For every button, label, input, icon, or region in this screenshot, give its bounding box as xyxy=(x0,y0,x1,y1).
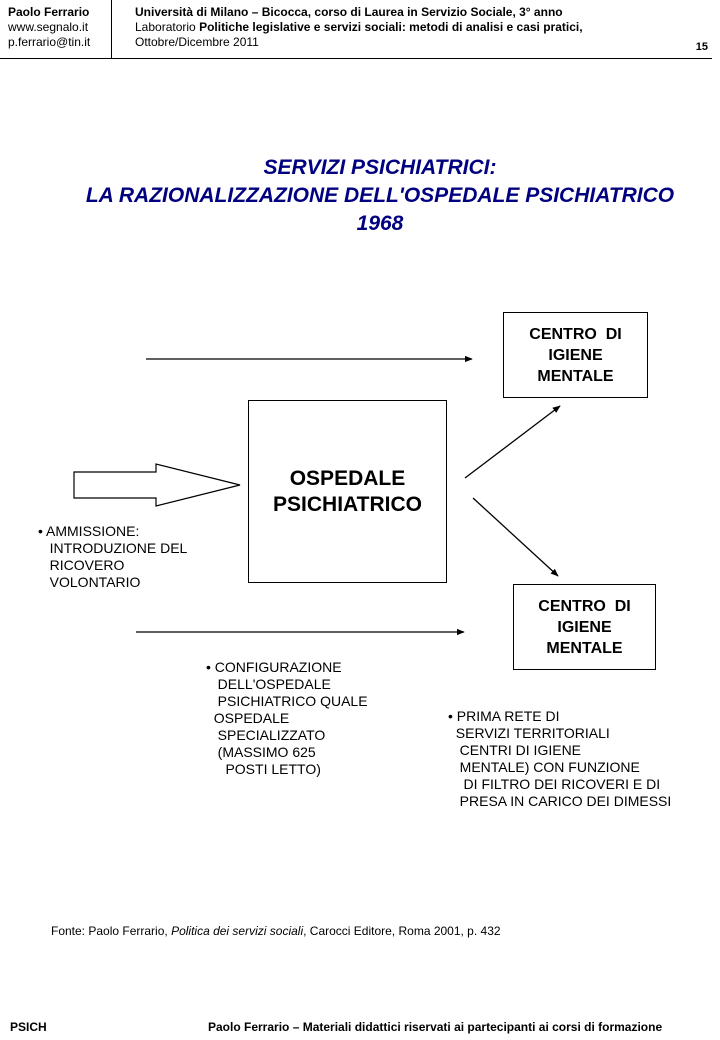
lab-title: Politiche legislative e servizi sociali: metodi di analisi e casi pratici, xyxy=(199,20,583,34)
author-website: www.segnalo.it xyxy=(8,20,89,34)
source-prefix: Fonte: Paolo Ferrario, xyxy=(51,924,172,938)
configurazione-note: • CONFIGURAZIONE DELL'OSPEDALE PSICHIATRICO QUALE OSPEDALE SPECIALIZZATO (MASSIMO 625 POSTI LETTO) xyxy=(206,659,368,777)
cim-bottom-label: CENTRO DI IGIENE MENTALE xyxy=(538,597,631,657)
footer-code: PSICH xyxy=(10,1020,47,1034)
title-line-3: 1968 xyxy=(356,212,404,235)
admission-block-arrow xyxy=(74,464,240,506)
source-suffix: , Carocci Editore, Roma 2001, p. 432 xyxy=(303,924,501,938)
cim-top-label: CENTRO DI IGIENE MENTALE xyxy=(529,325,622,385)
author-email: p.ferrario@tin.it xyxy=(8,35,91,49)
title-line-2: LA RAZIONALIZZAZIONE DELL'OSPEDALE PSICHIATRICO xyxy=(85,184,675,207)
arrow-to-cim-bottom xyxy=(473,498,558,576)
author-name: Paolo Ferrario xyxy=(8,5,90,19)
source-citation xyxy=(51,924,501,938)
prima-rete-note: • PRIMA RETE DI SERVIZI TERRITORIALI CENTRI DI IGIENE MENTALE) CON FUNZIONE DI FILTRO DEI RICOVERI E DI PRESA IN CARICO DEI DIMESSI xyxy=(448,708,672,809)
page-number: 15 xyxy=(695,41,708,53)
title-line-1: SERVIZI PSICHIATRICI: xyxy=(263,156,497,179)
lab-prefix: Laboratorio xyxy=(135,20,196,34)
cim-box-bottom xyxy=(513,584,656,670)
period: Ottobre/Dicembre 2011 xyxy=(135,35,259,49)
ospedale-box xyxy=(248,400,447,583)
arrow-to-cim-top xyxy=(465,406,560,478)
footer-note: Paolo Ferrario – Materiali didattici riservati ai partecipanti ai corsi di formazione xyxy=(208,1020,663,1034)
ammissione-note: • AMMISSIONE: INTRODUZIONE DEL RICOVERO VOLONTARIO xyxy=(38,523,188,590)
source-book: Politica dei servizi sociali xyxy=(171,924,304,938)
course-line: Università di Milano – Bicocca, corso di Laurea in Servizio Sociale, 3° anno xyxy=(135,5,563,19)
cim-box-top xyxy=(503,312,648,398)
ospedale-label: OSPEDALE PSICHIATRICO xyxy=(273,466,422,516)
